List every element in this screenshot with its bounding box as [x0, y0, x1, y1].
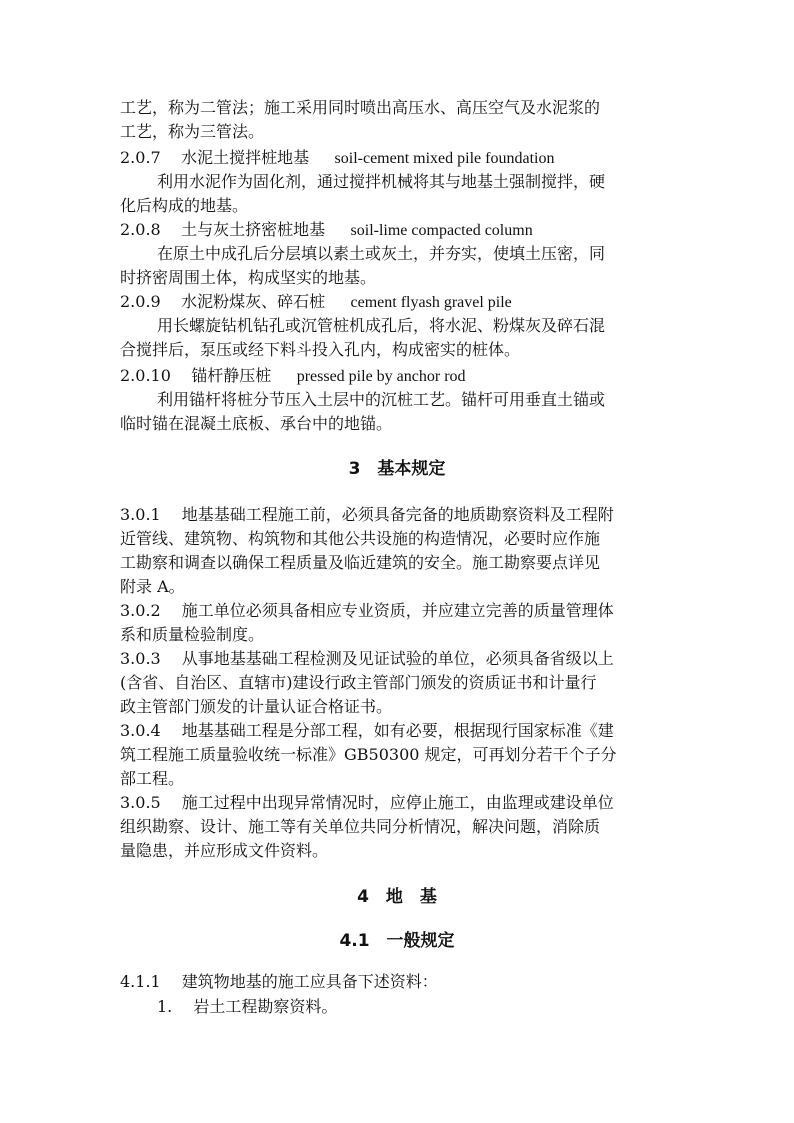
paragraph-line: 工艺，称为二管法；施工采用同时喷出高压水、高压空气及水泥浆的 — [120, 98, 601, 117]
clause-3-0-3-line: (含省、自治区、直辖市)建设行政主管部门颁发的资质证书和计量行 — [120, 673, 597, 692]
clause-3-0-4-line: 部工程。 — [120, 769, 185, 788]
clause-3-0-3-line: 3.0.3 从事地基基础工程检测及见证试验的单位，必须具备省级以上 — [120, 649, 614, 668]
clause-body-line: 利用水泥作为固化剂，通过搅拌机械将其与地基土强制搅拌，硬 — [157, 172, 606, 191]
clause-2-0-7-heading — [120, 146, 680, 171]
clause-number: 2.0.10 — [120, 366, 171, 385]
clause-english-term: cement flyash gravel pile — [350, 294, 512, 311]
clause-3-0-5-line: 量隐患，并应形成文件资料。 — [120, 841, 329, 860]
list-item: 1. 岩土工程勘察资料。 — [157, 997, 338, 1016]
clause-4-1-1-line: 4.1.1 建筑物地基的施工应具备下述资料： — [120, 972, 438, 991]
clause-title: 水泥土搅拌桩地基 — [181, 148, 310, 167]
clause-3-0-4-line: 3.0.4 地基基础工程是分部工程，如有必要，根据现行国家标准《建 — [120, 721, 614, 740]
clause-3-0-4-line: 筑工程施工质量验收统一标准》GB50300 规定，可再划分若干个子分 — [120, 745, 617, 764]
clause-body-line: 利用锚杆将桩分节压入土层中的沉桩工艺。锚杆可用垂直土锚或 — [157, 390, 606, 409]
chapter-4-heading: 4 地 基 — [357, 887, 437, 907]
clause-body-line: 合搅拌后，泵压或经下料斗投入孔内，构成密实的桩体。 — [120, 340, 521, 359]
clause-3-0-5-line: 组织勘察、设计、施工等有关单位共同分析情况，解决问题，消除质 — [120, 817, 601, 836]
clause-3-0-2-line: 3.0.2 施工单位必须具备相应专业资质，并应建立完善的质量管理体 — [120, 601, 614, 620]
clause-2-0-10-heading — [120, 364, 680, 389]
clause-3-0-1-line: 工勘察和调查以确保工程质量及临近建筑的安全。施工勘察要点详见 — [120, 553, 601, 572]
clause-2-0-8-heading — [120, 218, 680, 243]
clause-body-line: 在原土中成孔后分层填以素土或灰土，并夯实，使填土压密，同 — [157, 244, 606, 263]
clause-english-term: pressed pile by anchor rod — [296, 368, 466, 385]
clause-body-line: 临时锚在混凝土底板、承台中的地锚。 — [120, 414, 393, 433]
paragraph-line: 工艺，称为三管法。 — [120, 122, 265, 141]
section-4-1-heading: 4.1 一般规定 — [339, 931, 455, 951]
clause-number: 2.0.8 — [120, 220, 161, 239]
clause-3-0-3-line: 政主管部门颁发的计量认证合格证书。 — [120, 697, 393, 716]
clause-number: 2.0.9 — [120, 292, 161, 311]
clause-title: 锚杆静压桩 — [191, 366, 272, 385]
clause-number: 2.0.7 — [120, 148, 161, 167]
clause-title: 土与灰土挤密桩地基 — [181, 220, 326, 239]
chapter-3-heading: 3 基本规定 — [348, 459, 446, 479]
clause-body-line: 用长螺旋钻机钻孔或沉管桩机成孔后，将水泥、粉煤灰及碎石混 — [157, 316, 606, 335]
clause-3-0-1-line: 附录 A。 — [120, 577, 185, 596]
clause-english-term: soil-lime compacted column — [350, 222, 533, 239]
clause-3-0-2-line: 系和质量检验制度。 — [120, 625, 265, 644]
clause-body-line: 化后构成的地基。 — [120, 196, 249, 215]
clause-2-0-9-heading — [120, 290, 680, 315]
clause-english-term: soil-cement mixed pile foundation — [334, 150, 555, 167]
clause-body-line: 时挤密周围土体，构成坚实的地基。 — [120, 268, 377, 287]
clause-3-0-5-line: 3.0.5 施工过程中出现异常情况时，应停止施工，由监理或建设单位 — [120, 793, 614, 812]
clause-3-0-1-line: 近管线、建筑物、构筑物和其他公共设施的构造情况，必要时应作施 — [120, 529, 601, 548]
clause-3-0-1-line: 3.0.1 地基基础工程施工前，必须具备完备的地质勘察资料及工程附 — [120, 505, 614, 524]
clause-title: 水泥粉煤灰、碎石桩 — [181, 292, 326, 311]
